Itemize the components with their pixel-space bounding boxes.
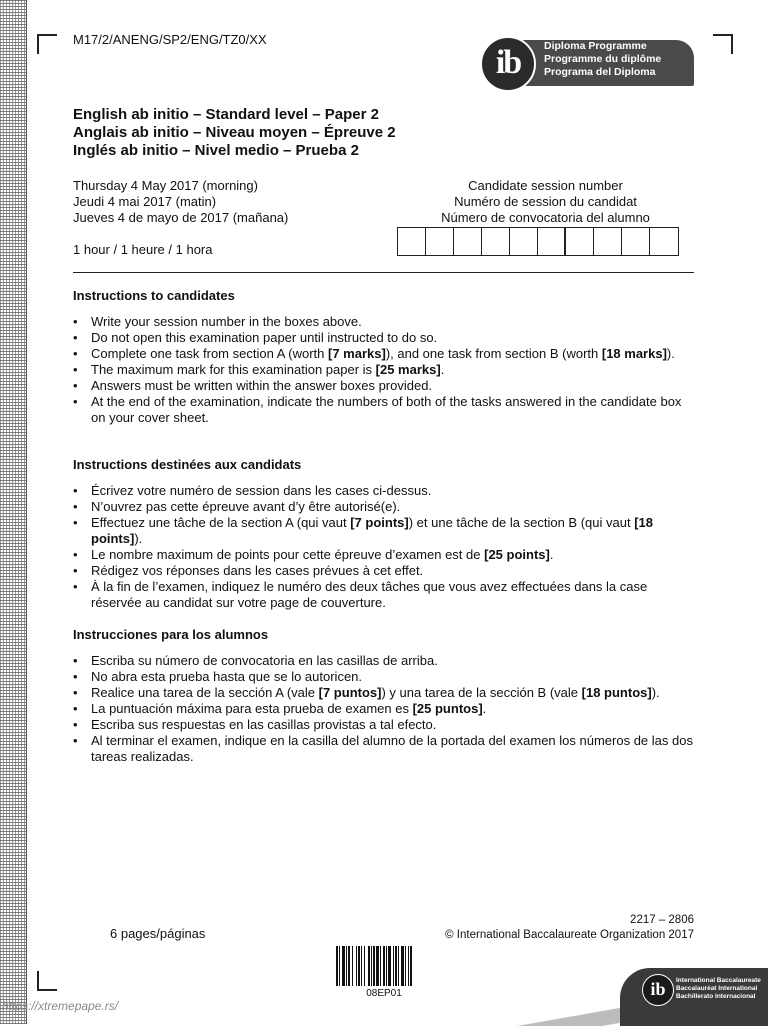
logo-text	[544, 40, 661, 79]
bullet-icon: •	[73, 685, 78, 700]
instruction-text: Realice una tarea de la sección A (vale	[91, 685, 319, 700]
ib-small-logo-icon: ib	[642, 974, 674, 1006]
binding-strip	[0, 0, 27, 1024]
bullet-icon: •	[73, 717, 78, 732]
title-spanish: Inglés ab initio – Nivel medio – Prueba 2	[73, 142, 359, 159]
bullet-icon: •	[73, 346, 78, 361]
instruction-text: La puntuación máxima para esta prueba de examen es	[91, 701, 413, 716]
exam-duration: 1 hour / 1 heure / 1 hora	[73, 242, 213, 257]
bullet-icon: •	[73, 483, 78, 498]
instruction-text: Escriba su número de convocatoria en las casillas de arriba.	[91, 653, 438, 668]
section-heading: Instructions to candidates	[73, 288, 235, 303]
reference-block	[445, 913, 694, 943]
instruction-text: Write your session number in the boxes above.	[91, 314, 362, 329]
instruction-text: ) et une tâche de la section B (qui vaut	[408, 515, 635, 530]
instruction-text: .	[549, 547, 554, 562]
logo-line: Programme du diplôme	[544, 53, 662, 65]
instruction-text: Answers must be written within the answer boxes provided.	[91, 378, 433, 393]
instruction-list	[73, 483, 693, 611]
session-digit-box[interactable]	[538, 228, 566, 255]
session-digit-box[interactable]	[398, 228, 426, 255]
instruction-item	[73, 314, 693, 330]
barcode-icon	[336, 946, 432, 986]
paper-titles	[73, 106, 396, 160]
mark-value: [25 marks]	[375, 362, 441, 377]
crop-mark-top-left	[37, 34, 57, 54]
instruction-text: .	[482, 701, 487, 716]
ib-logo-icon: ib	[480, 36, 536, 92]
date-english: Thursday 4 May 2017 (morning)	[73, 178, 258, 193]
bullet-icon: •	[73, 579, 78, 594]
barcode-bar	[412, 946, 413, 986]
instruction-text: No abra esta prueba hasta que se lo autoricen.	[91, 669, 363, 684]
copyright: © International Baccalaureate Organization 2017	[445, 929, 694, 941]
instructions-spanish	[73, 627, 693, 765]
instruction-text: ), and one task from section B (worth	[385, 346, 602, 361]
barcode-label: 08EP01	[366, 988, 402, 999]
crop-mark-bottom-left	[37, 971, 57, 991]
section-heading: Instrucciones para los alumnos	[73, 627, 269, 642]
footer-logo-text	[676, 977, 761, 1001]
mark-value: [7 marks]	[328, 346, 386, 361]
instruction-text: ).	[134, 531, 143, 546]
instructions-french	[73, 457, 693, 611]
footer-logo-line: International Baccalaureate	[676, 977, 761, 984]
instruction-item	[73, 346, 693, 362]
bullet-icon: •	[73, 394, 78, 409]
instruction-text: Rédigez vos réponses dans les cases prévues à cet effet.	[91, 563, 424, 578]
session-number-labels	[398, 178, 693, 226]
bullet-icon: •	[73, 515, 78, 530]
instruction-item	[73, 330, 693, 346]
divider	[73, 272, 694, 273]
mark-value: [7 puntos]	[318, 685, 382, 700]
instruction-text: Le nombre maximum de points pour cette épreuve d’examen est de	[91, 547, 485, 562]
crop-mark-top-right	[713, 34, 733, 54]
paper-code: M17/2/ANENG/SP2/ENG/TZ0/XX	[73, 32, 267, 47]
watermark-url[interactable]: https://xtremepape.rs/	[2, 999, 119, 1013]
footer-logo-line: Bachillerato Internacional	[676, 993, 756, 1000]
instruction-item	[73, 701, 693, 717]
instruction-item	[73, 483, 693, 499]
instruction-item	[73, 362, 693, 378]
logo-line: Diploma Programme	[544, 40, 647, 52]
bullet-icon: •	[73, 547, 78, 562]
bullet-icon: •	[73, 499, 78, 514]
session-digit-box[interactable]	[482, 228, 510, 255]
date-french: Jeudi 4 mai 2017 (matin)	[73, 194, 217, 209]
bullet-icon: •	[73, 701, 78, 716]
instruction-text: Écrivez votre numéro de session dans les cases ci-dessus.	[91, 483, 432, 498]
instruction-text: At the end of the examination, indicate the numbers of both of the tasks answered in the candidate box on your cover sheet.	[91, 394, 682, 425]
mark-value: [18 puntos]	[581, 685, 652, 700]
title-english: English ab initio – Standard level – Paper 2	[73, 106, 379, 123]
instruction-item	[73, 378, 693, 394]
session-digit-box[interactable]	[454, 228, 482, 255]
instruction-item	[73, 717, 693, 733]
session-digit-box[interactable]	[622, 228, 650, 255]
instruction-item	[73, 394, 693, 426]
bullet-icon: •	[73, 330, 78, 345]
date-spanish: Jueves 4 de mayo de 2017 (mañana)	[73, 210, 289, 225]
instruction-item	[73, 685, 693, 701]
session-digit-box[interactable]	[426, 228, 454, 255]
exam-dates	[73, 178, 288, 226]
title-french: Anglais ab initio – Niveau moyen – Épreuve 2	[73, 124, 396, 141]
instructions-english	[73, 288, 693, 426]
bullet-icon: •	[73, 378, 78, 393]
page-count: 6 pages/páginas	[110, 926, 206, 941]
session-digit-box[interactable]	[566, 228, 594, 255]
instruction-item	[73, 499, 693, 515]
session-label: Numéro de session du candidat	[454, 194, 637, 209]
instruction-text: À la fin de l’examen, indiquez le numéro des deux tâches que vous avez effectuées dans la case réservée au candidat sur votre page de couverture.	[91, 579, 648, 610]
mark-value: [7 points]	[350, 515, 409, 530]
instruction-item	[73, 547, 693, 563]
instruction-item	[73, 653, 693, 669]
bullet-icon: •	[73, 362, 78, 377]
instruction-text: Do not open this examination paper until instructed to do so.	[91, 330, 438, 345]
instruction-item	[73, 669, 693, 685]
instruction-text: N’ouvrez pas cette épreuve avant d’y être autorisé(e).	[91, 499, 401, 514]
bullet-icon: •	[73, 653, 78, 668]
bullet-icon: •	[73, 563, 78, 578]
instruction-item	[73, 579, 693, 611]
session-digit-box[interactable]	[510, 228, 538, 255]
ib-diploma-logo	[476, 34, 696, 90]
section-heading: Instructions destinées aux candidats	[73, 457, 302, 472]
instruction-item	[73, 733, 693, 765]
instruction-text: Al terminar el examen, indique en la casilla del alumno de la portada del examen los números de las dos tareas realizadas.	[91, 733, 693, 764]
session-digit-box[interactable]	[594, 228, 622, 255]
instruction-text: ).	[651, 685, 660, 700]
mark-value: [18 marks]	[601, 346, 667, 361]
mark-value: [25 points]	[484, 547, 550, 562]
bullet-icon: •	[73, 669, 78, 684]
instruction-text: ) y una tarea de la sección B (vale	[381, 685, 582, 700]
bullet-icon: •	[73, 733, 78, 748]
ib-footer-logo	[470, 960, 768, 1024]
footer-logo-line: Baccalauréat International	[676, 985, 758, 992]
instruction-text: ).	[666, 346, 675, 361]
instruction-text: .	[440, 362, 445, 377]
session-label: Candidate session number	[468, 178, 623, 193]
reference-code: 2217 – 2806	[630, 914, 694, 926]
instruction-text: Escriba sus respuestas en las casillas provistas a tal efecto.	[91, 717, 437, 732]
instruction-list	[73, 653, 693, 765]
mark-value: [18 points]	[91, 515, 653, 546]
bullet-icon: •	[73, 314, 78, 329]
session-digit-box[interactable]	[650, 228, 678, 255]
instruction-list	[73, 314, 693, 426]
instruction-text: The maximum mark for this examination paper is	[91, 362, 376, 377]
mark-value: [25 puntos]	[412, 701, 483, 716]
instruction-item	[73, 515, 693, 547]
instruction-item	[73, 563, 693, 579]
session-label: Número de convocatoria del alumno	[441, 210, 650, 225]
session-number-boxes[interactable]	[397, 227, 679, 256]
instruction-text: Effectuez une tâche de la section A (qui vaut	[91, 515, 351, 530]
instruction-text: Complete one task from section A (worth	[91, 346, 328, 361]
logo-line: Programa del Diploma	[544, 66, 656, 78]
